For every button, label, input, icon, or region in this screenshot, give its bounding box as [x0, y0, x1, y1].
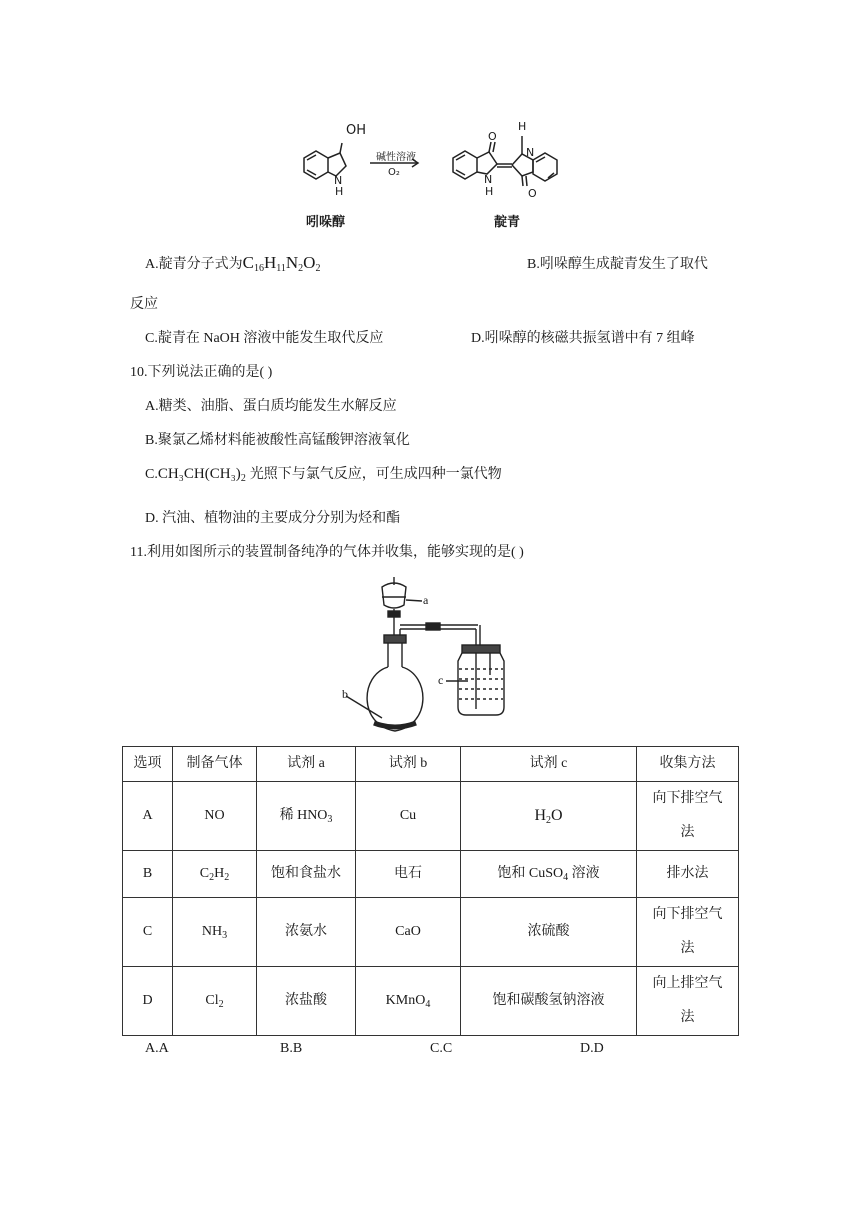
reactant-name: 吲哚醇: [306, 215, 346, 230]
method-line-2: 法: [680, 1010, 695, 1025]
cell-option: B: [123, 851, 173, 898]
cell-reagent-c: 浓硫酸: [461, 898, 637, 967]
reagent-a-sub: 3: [327, 814, 333, 825]
o-label-bottom: O: [528, 187, 537, 200]
gas-text: NH: [201, 924, 223, 939]
q9-option-d[interactable]: D.吲哚醇的核磁共振氢谱中有 7 组峰: [471, 331, 695, 346]
q10-option-d[interactable]: D. 汽油、植物油的主要成分分别为烃和酯: [145, 511, 401, 526]
label-c: c: [438, 673, 444, 687]
q10-option-b[interactable]: B.聚氯乙烯材料能被酸性高锰酸钾溶液氧化: [145, 433, 410, 448]
gas-sub: 2: [218, 999, 224, 1010]
oh-label: OH: [346, 123, 367, 138]
q10-c-prefix: C.: [145, 467, 158, 482]
cell-reagent-a: 浓氨水: [257, 898, 356, 967]
reagent-c-tail: O: [551, 807, 563, 824]
reagent-b-sub: 4: [425, 999, 431, 1010]
q11-option-c[interactable]: C.C: [430, 1041, 453, 1056]
method-line-1: 向下排空气: [652, 907, 723, 922]
header-cell: 选项: [123, 747, 173, 782]
gas-sub: 3: [222, 930, 228, 941]
gas-text: Cl: [205, 993, 219, 1008]
method-line-1: 向下排空气: [652, 791, 723, 806]
formula-o: O: [303, 253, 316, 272]
reagent-c-text: 饱和 CuSO: [497, 866, 564, 881]
apparatus-diagram: [330, 575, 520, 737]
o-label-top: O: [488, 130, 497, 143]
method-line-2: 法: [680, 825, 695, 840]
q9-option-b-cont: 反应: [130, 297, 158, 312]
label-a: a: [423, 593, 429, 607]
reagent-c-sub: 4: [563, 872, 569, 883]
cell-option: D: [123, 967, 173, 1036]
cell-reagent-a: 饱和食盐水: [257, 851, 356, 898]
q10-c-sub: 2: [240, 473, 246, 484]
cell-method: [637, 898, 739, 967]
header-cell: 试剂 c: [461, 747, 637, 782]
q11-stem: 11.利用如图所示的装置制备纯净的气体并收集，能够实现的是( ): [130, 545, 524, 560]
table-row: [123, 967, 739, 1036]
table-row: [123, 851, 739, 898]
gas-sub-2: 2: [224, 872, 230, 883]
cell-reagent-b: CaO: [356, 898, 461, 967]
reagent-a-text: 稀 HNO: [279, 808, 328, 823]
sub-2a: 2: [298, 263, 304, 274]
reagent-c-sub: 2: [546, 815, 551, 826]
reaction-scheme: [290, 116, 590, 236]
formula-c: C: [242, 253, 254, 272]
gas-h: H: [214, 866, 225, 881]
reagent-c-tail: 溶液: [568, 866, 600, 881]
h-label-reactant: H: [335, 185, 344, 198]
q11-option-b[interactable]: B.B: [280, 1041, 303, 1056]
cell-reagent-b: 电石: [356, 851, 461, 898]
header-cell: 收集方法: [637, 747, 739, 782]
cell-reagent-b: [356, 967, 461, 1036]
header-cell: 制备气体: [173, 747, 257, 782]
reagent-b-text: KMnO: [385, 993, 426, 1008]
cell-reagent-c: 饱和碳酸氢钠溶液: [461, 967, 637, 1036]
q11-option-a[interactable]: A.A: [145, 1041, 169, 1056]
formula-h: H: [263, 253, 277, 272]
gas-sub-1: 2: [209, 872, 215, 883]
q11-option-d[interactable]: D.D: [580, 1041, 604, 1056]
cell-reagent-b: Cu: [356, 782, 461, 851]
condition-bottom: O₂: [388, 167, 400, 178]
q10-stem: 10.下列说法正确的是( ): [130, 365, 273, 380]
cell-reagent-c: [461, 782, 637, 851]
condition-top: 碱性溶液: [376, 152, 416, 163]
q9-a-text: A.靛青分子式为: [145, 257, 243, 272]
cell-reagent-c: [461, 851, 637, 898]
table-row: [123, 782, 739, 851]
cell-reagent-a: [257, 782, 356, 851]
q10-c-formula: CH₃CH(CH₃): [157, 466, 241, 482]
cell-gas: [173, 898, 257, 967]
q9-option-a[interactable]: [145, 253, 320, 273]
cell-option: C: [123, 898, 173, 967]
cell-gas: [173, 967, 257, 1036]
h-label-bottom: H: [485, 185, 494, 198]
method-line-2: 法: [680, 941, 695, 956]
label-b: b: [342, 687, 348, 701]
method-line-1: 向上排空气: [652, 976, 723, 991]
cell-option: A: [123, 782, 173, 851]
cell-method: [637, 967, 739, 1036]
q10-option-a[interactable]: A.糖类、油脂、蛋白质均能发生水解反应: [145, 399, 397, 414]
q10-c-suffix: 光照下与氯气反应，可生成四种一氯代物: [249, 467, 502, 482]
cell-method: [637, 782, 739, 851]
sub-16: 16: [253, 263, 264, 274]
cell-gas: NO: [173, 782, 257, 851]
reagent-c-text: H: [534, 807, 546, 824]
cell-method: 排水法: [637, 851, 739, 898]
q9-option-b[interactable]: B.吲哚醇生成靛青发生了取代: [527, 257, 708, 272]
q9-a-formula: [243, 253, 321, 272]
product-name: 靛青: [494, 215, 521, 230]
cell-reagent-a: 浓盐酸: [257, 967, 356, 1036]
q9-option-c[interactable]: C.靛青在 NaOH 溶液中能发生取代反应: [145, 331, 384, 346]
h-label-top: H: [518, 120, 527, 133]
sub-2b: 2: [315, 263, 321, 274]
n-label-bottom: N: [484, 173, 493, 186]
n-label-top: N: [526, 146, 535, 159]
table-row: [123, 898, 739, 967]
cell-gas: [173, 851, 257, 898]
table-header-row: [123, 747, 739, 782]
formula-n: N: [285, 253, 299, 272]
header-cell: 试剂 a: [257, 747, 356, 782]
sub-11: 11: [276, 263, 286, 274]
q10-option-c[interactable]: [145, 463, 502, 483]
header-cell: 试剂 b: [356, 747, 461, 782]
reagent-table: [122, 746, 739, 1036]
n-label-reactant: N: [334, 174, 343, 187]
gas-c: C: [199, 866, 210, 881]
